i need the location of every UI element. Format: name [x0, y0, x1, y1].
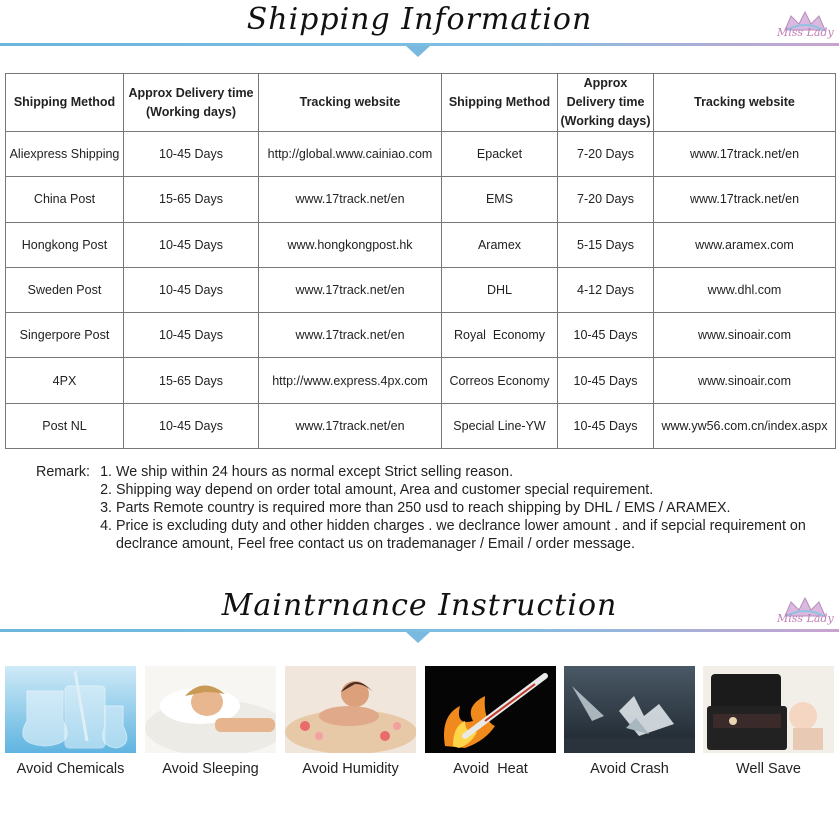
tracking-link[interactable]: www.yw56.com.cn/index.aspx [654, 403, 836, 448]
table-cell: Singerpore Post [6, 313, 124, 358]
humidity-photo-icon [285, 666, 416, 753]
remark-label: Remark: [36, 464, 91, 480]
logo-text: Miss Lady [777, 612, 834, 625]
tracking-link[interactable]: www.17track.net/en [654, 132, 836, 177]
table-cell: Aliexpress Shipping [6, 132, 124, 177]
header-shipping-method-2: Shipping Method [442, 74, 558, 132]
table-row [6, 313, 836, 358]
header-delivery-time: Approx Delivery time (Working days) [124, 74, 259, 132]
table-cell: 7-20 Days [558, 132, 654, 177]
tile-avoid-heat [425, 666, 558, 777]
table-cell: Aramex [442, 222, 558, 267]
tile-avoid-chemicals [5, 666, 138, 777]
table-row [6, 222, 836, 267]
table-cell: 10-45 Days [124, 403, 259, 448]
table-cell: 7-20 Days [558, 177, 654, 222]
tile-well-save [703, 666, 836, 777]
table-cell: 4PX [6, 358, 124, 403]
table-cell: DHL [442, 267, 558, 312]
table-cell: Correos Economy [442, 358, 558, 403]
table-cell: 10-45 Days [124, 313, 259, 358]
table-row [6, 132, 836, 177]
header-tracking-website: Tracking website [259, 74, 442, 132]
chemicals-photo-icon [5, 666, 136, 753]
shipping-title: Shipping Information [246, 2, 593, 37]
brand-logo [771, 594, 835, 628]
tile-caption: Avoid Humidity [302, 761, 399, 777]
logo-text: Miss Lady [777, 26, 834, 39]
table-cell: 15-65 Days [124, 358, 259, 403]
remark-item: 3. Parts Remote country is required more than 250 usd to reach shipping by DHL / EMS / ARAMEX. [116, 499, 836, 517]
tile-caption: Avoid Chemicals [16, 761, 125, 777]
tracking-link[interactable]: www.17track.net/en [259, 177, 442, 222]
table-cell: 10-45 Days [124, 222, 259, 267]
remark-item: 1. We ship within 24 hours as normal except Strict selling reason. [116, 463, 836, 481]
tile-caption: Avoid Crash [590, 761, 669, 777]
tracking-link[interactable]: www.17track.net/en [259, 267, 442, 312]
table-cell: Royal Economy [442, 313, 558, 358]
tracking-link[interactable]: www.sinoair.com [654, 313, 836, 358]
tracking-link[interactable]: www.aramex.com [654, 222, 836, 267]
tile-caption: Avoid Heat [453, 761, 528, 777]
table-row [6, 177, 836, 222]
header-delivery-time-2: Approx Delivery time (Working days) [558, 74, 654, 132]
table-cell: Special Line-YW [442, 403, 558, 448]
tile-avoid-humidity [285, 666, 418, 777]
table-cell: Epacket [442, 132, 558, 177]
remark-item: 2. Shipping way depend on order total amount, Area and customer special requirement. [116, 481, 836, 499]
jewelry-box-photo-icon [703, 666, 834, 753]
header-tracking-website-2: Tracking website [654, 74, 836, 132]
table-cell: Sweden Post [6, 267, 124, 312]
table-header-row [6, 74, 836, 132]
table-cell: 5-15 Days [558, 222, 654, 267]
table-cell: 15-65 Days [124, 177, 259, 222]
banner-notch [406, 46, 430, 57]
tracking-link[interactable]: www.17track.net/en [259, 313, 442, 358]
table-cell: 10-45 Days [558, 313, 654, 358]
brand-logo [771, 8, 835, 42]
tracking-link[interactable]: www.dhl.com [654, 267, 836, 312]
table-row [6, 403, 836, 448]
maintenance-banner [0, 586, 839, 646]
maintenance-title: Maintrnance Instruction [221, 588, 618, 623]
banner-notch [406, 632, 430, 643]
tile-avoid-sleeping [145, 666, 278, 777]
tracking-link[interactable]: www.17track.net/en [259, 403, 442, 448]
crash-photo-icon [564, 666, 695, 753]
remark-item: 4. Price is excluding duty and other hidden charges . we declrance lower amount . and if sepcial requirement on declrance amount, Feel free contact us on trademanager / Email / order message. [116, 517, 836, 553]
tile-caption: Avoid Sleeping [162, 761, 259, 777]
remark-list [98, 463, 836, 553]
header-shipping-method: Shipping Method [6, 74, 124, 132]
tracking-link[interactable]: http://www.express.4px.com [259, 358, 442, 403]
table-cell: Post NL [6, 403, 124, 448]
table-cell: Hongkong Post [6, 222, 124, 267]
table-cell: China Post [6, 177, 124, 222]
table-row [6, 358, 836, 403]
table-cell: EMS [442, 177, 558, 222]
table-cell: 10-45 Days [558, 403, 654, 448]
table-row [6, 267, 836, 312]
shipping-table [5, 73, 836, 449]
sleeping-photo-icon [145, 666, 276, 753]
tracking-link[interactable]: www.17track.net/en [654, 177, 836, 222]
table-cell: 10-45 Days [124, 132, 259, 177]
table-cell: 10-45 Days [124, 267, 259, 312]
tracking-link[interactable]: www.hongkongpost.hk [259, 222, 442, 267]
tile-caption: Well Save [735, 761, 801, 777]
shipping-banner [0, 0, 839, 60]
tracking-link[interactable]: http://global.www.cainiao.com [259, 132, 442, 177]
table-cell: 4-12 Days [558, 267, 654, 312]
table-cell: 10-45 Days [558, 358, 654, 403]
heat-photo-icon [425, 666, 556, 753]
tracking-link[interactable]: www.sinoair.com [654, 358, 836, 403]
tile-avoid-crash [564, 666, 697, 777]
maintenance-tiles [0, 666, 839, 786]
